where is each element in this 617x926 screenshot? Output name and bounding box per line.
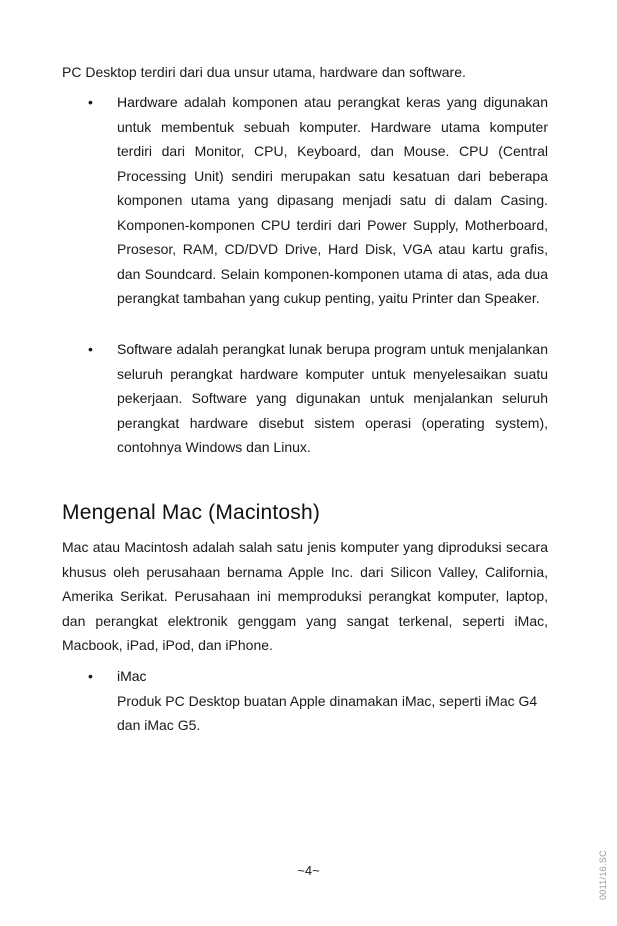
bullet-hardware-body (117, 90, 548, 311)
mac-paragraph: Mac atau Macintosh adalah salah satu jenis komputer yang diproduksi secara khusus oleh perusahaan bernama Apple Inc. dari Silicon Valley, California, Amerika Serikat. Perusahaan ini memproduksi perangkat komputer, laptop, dan perangkat elektronik genggam yang sangat terkenal, seperti iMac, Macbook, iPad, iPod, dan iPhone. (62, 539, 548, 653)
bullet-dot-icon: • (88, 668, 93, 684)
bullet-software-body (117, 337, 548, 460)
term-imac: iMac (117, 668, 147, 684)
bullet-imac-body (117, 664, 548, 738)
term-hardware: Hardware (117, 94, 178, 110)
bullet-dot-icon: • (88, 94, 93, 110)
bullet-dot-icon: • (88, 341, 93, 357)
page-number: ~4~ (297, 863, 320, 878)
term-software: Software (117, 341, 173, 357)
side-code: 0011/16.SC (598, 850, 608, 900)
imac-description: Produk PC Desktop buatan Apple dinamakan iMac, seperti iMac G4 dan iMac G5. (117, 692, 538, 733)
software-description: adalah perangkat lunak berupa program untuk menjalankan seluruh perangkat hardware komputer untuk menyelesaikan suatu pekerjaan. Software yang digunakan untuk menjalankan seluruh perangkat hardware disebut sistem operasi (operating system), contohnya Windows dan Linux. (117, 341, 548, 455)
section-heading: Mengenal Mac (Macintosh) (62, 501, 321, 524)
hardware-description: adalah komponen atau perangkat keras yang digunakan untuk membentuk sebuah komputer. Hardware utama komputer terdiri dari Monitor, CPU, Keyboard, dan Mouse. CPU (Central Processing Unit) sendiri merupakan satu kesatuan dari beberapa komponen utama yang dipasang menjadi satu di dalam Casing. Komponen-komponen CPU terdiri dari Power Supply, Motherboard, Prosesor, RAM, CD/DVD Drive, Hard Disk, VGA atau kartu grafis, dan Soundcard. Selain komponen-komponen utama di atas, ada dua perangkat tambahan yang cukup penting, yaitu Printer dan Speaker. (117, 94, 548, 306)
intro-paragraph: PC Desktop terdiri dari dua unsur utama, hardware dan software. (62, 64, 466, 80)
